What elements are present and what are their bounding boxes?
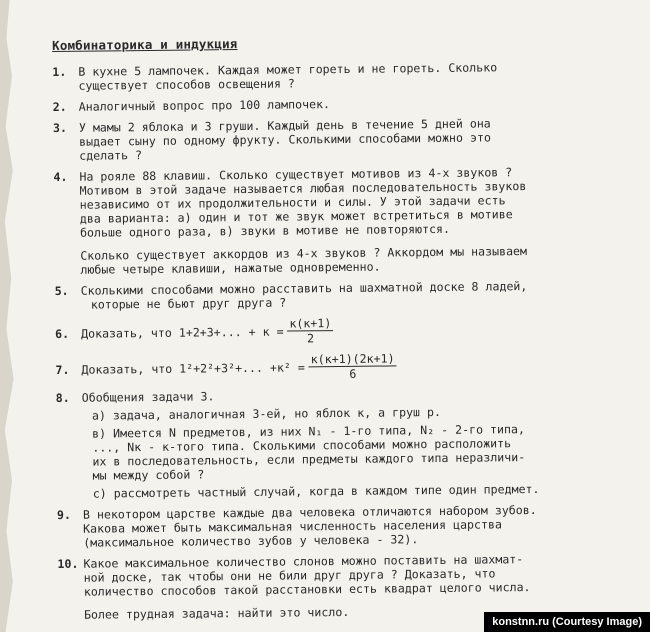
problem-number: 3.: [52, 120, 67, 135]
formula-left-side: Доказать, что 1+2+3+... + к =: [81, 324, 284, 341]
fraction-denominator: 2: [306, 331, 315, 346]
credit-watermark: konstnn.ru (Courtesy Image): [484, 612, 650, 632]
problem-2: [53, 94, 633, 114]
problem-4: [53, 164, 634, 277]
formula-left-side: Доказать, что 1²+2²+3²+... +к² =: [81, 359, 305, 377]
problem-6: [55, 313, 635, 348]
problem-text-line: количество способов такой расстановки есть квадрат целого числа.: [83, 580, 531, 599]
problem-text-line: ной доске, так чтобы они не били друг друга ? Доказать, что: [83, 566, 496, 585]
problem-text-line: любые четыре клавиши, нажатые одновременно.: [80, 259, 381, 277]
problem-number: 8.: [55, 390, 70, 405]
fraction-numerator: к(к+1)(2к+1): [309, 351, 397, 367]
problem-text-line: Какова может быть максимальная численность населения царства: [83, 517, 503, 536]
problem-text-line: Мотивом в этой задаче называется любая последовательность звуков: [79, 179, 527, 198]
subitem-b: [82, 421, 637, 483]
fraction-denominator: 6: [349, 366, 357, 381]
problem-text-line: Какое максимальное количество слонов можно поставить на шахмат-: [83, 552, 524, 571]
subitem-c: [83, 481, 637, 501]
fraction: [309, 351, 397, 381]
problem-text-line: независимо от их продолжительности и силы. У этой задачи есть: [79, 193, 506, 212]
problem-1: [52, 59, 632, 93]
document-body: [52, 32, 638, 629]
subitem-a: [82, 403, 636, 423]
problem-text-line: В кухне 5 лампочек. Каждая может гореть и не гореть. Сколько: [78, 60, 498, 79]
problem-number: 10.: [57, 556, 79, 571]
problem-number: 5.: [54, 283, 69, 298]
document-title: Комбинаторика и индукция: [52, 36, 238, 53]
problem-text-line: Сколько существует аккордов из 4-х звуков ? Аккордом мы называем: [80, 244, 528, 263]
problem-9: [57, 502, 637, 550]
subitem-text-line: ..., Nк - к-того типа. Сколькими способами можно расположить: [92, 436, 512, 455]
problem-text-line: Сколькими способами можно расставить на шахматной доске 8 ладей,: [80, 279, 528, 298]
subitem-text-line: а) задача, аналогичная 3-ей, но яблок к, а груш р.: [91, 404, 442, 423]
problem-text-line: больше одного раза, в) звуки в мотиве не повторяются.: [79, 221, 451, 240]
problem-text-line: выдает сыну по одному фрукту. Сколькими способами можно это: [79, 130, 491, 149]
subitem-text-line: в) Имеется N предметов, из них N₁ - 1-го типа, N₂ - 2-го типа,: [92, 422, 525, 441]
problem-text-line: Аналогичный вопрос про 100 лампочек.: [78, 97, 331, 114]
problem-text-line: два варианта: а) один и тот же звук может встретиться в мотиве: [79, 207, 513, 226]
problem-text-line: (максимальное количество зубов у человека - 32).: [83, 532, 419, 550]
subitem-text-line: мы между собой ?: [92, 467, 205, 483]
fraction-numerator: к(к+1): [287, 316, 333, 331]
problem-text-line: существует способов освещения ?: [78, 76, 295, 93]
problem-5: [55, 278, 635, 312]
problem-number: 2.: [52, 99, 67, 114]
problem-number: 9.: [56, 507, 72, 522]
problem-number: 7.: [55, 362, 70, 377]
subitem-text-line: их в последовательность, если предметы каждого типа неразличи-: [92, 450, 526, 469]
problem-text-line: которые не бьют друг друга ?: [90, 295, 287, 312]
problem-number: 6.: [55, 326, 70, 341]
problem-8: [56, 385, 637, 501]
problem-text-line: сделать ?: [79, 148, 143, 163]
problem-number: 4.: [53, 169, 68, 184]
subitem-text-line: с) рассмотреть частный случай, когда в каждом типе один предмет.: [92, 481, 540, 501]
problem-7: [55, 349, 635, 384]
problem-text-line: На рояле 88 клавиш. Сколько существует мотивов из 4-х звуков ?: [79, 165, 513, 184]
problem-number: 1.: [52, 64, 67, 79]
problem-3: [53, 115, 633, 163]
fraction: [287, 316, 333, 345]
problem-text-line: В некотором царстве каждые два человека отличаются набором зубов.: [82, 502, 537, 522]
problem-text-line: У мамы 2 яблока и 3 груши. Каждый день в течение 5 дней она: [78, 116, 491, 135]
problem-text-line: Обобщения задачи 3.: [81, 389, 215, 405]
torn-margin: [0, 0, 16, 632]
problem-text-line: Более трудная задача: найти это число.: [83, 604, 350, 622]
